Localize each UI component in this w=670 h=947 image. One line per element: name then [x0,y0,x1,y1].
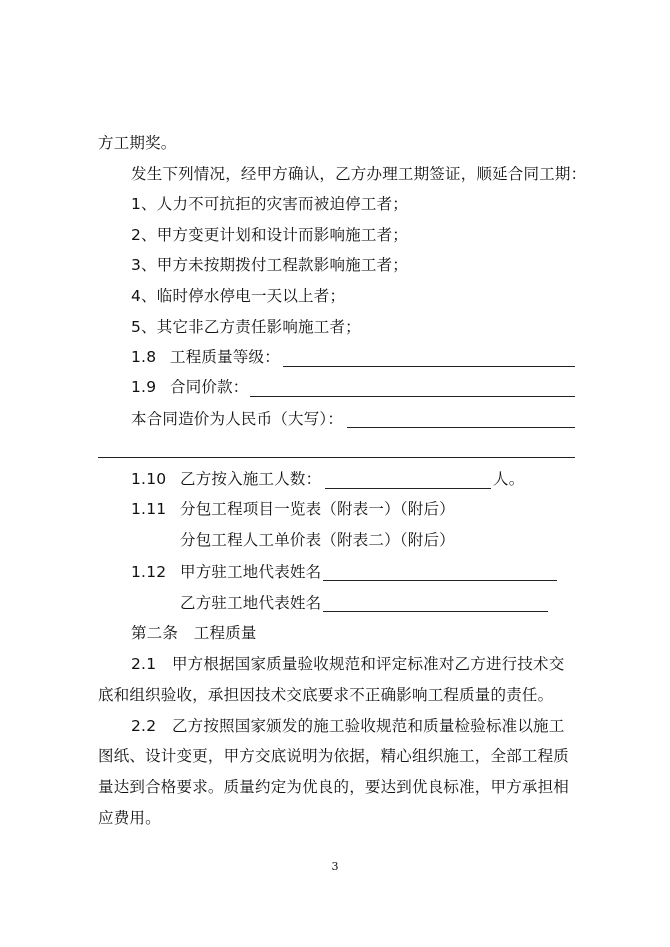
quality-grade-blank [283,366,575,367]
text-line: 2.2 乙方按照国家颁发的施工验收规范和质量检验标准以施工 [131,717,565,735]
field-label: 乙方按入施工人数： [180,470,322,488]
contract-price-blank [250,396,575,397]
price-words-blank [347,427,575,428]
text-line: 发生下列情况，经甲方确认，乙方办理工期签证，顺延合同工期： [131,165,587,183]
list-item: 1、人力不可抗拒的灾害而被迫停工者； [131,195,408,213]
clause-number: 1.11 [131,500,167,518]
text-line: 应费用。 [98,809,161,827]
list-item: 3、甲方未按期拨付工程款影响施工者； [131,256,408,274]
clause-number: 1.9 [131,378,157,396]
section-heading: 第二条 工程质量 [131,624,257,642]
field-label: 工程质量等级： [170,348,280,366]
field-label: 甲方驻工地代表姓名 [180,563,322,581]
clause-number: 1.10 [131,470,167,488]
list-item: 5、其它非乙方责任影响施工者； [131,318,361,336]
text-line: 量达到合格要求。质量约定为优良的，要达到优良标准，甲方承担相 [98,778,570,796]
party-b-rep-blank [323,611,548,612]
list-item: 2、甲方变更计划和设计而影响施工者； [131,226,408,244]
text-line: 图纸、设计变更，甲方交底说明为依据，精心组织施工，全部工程质 [98,747,570,765]
text-line: 2.1 甲方根据国家质量验收规范和评定标准对乙方进行技术交 [131,655,565,673]
text-line: 分包工程人工单价表（附表二）（附后） [180,531,455,549]
field-label: 本合同造价为人民币（大写）： [131,410,344,428]
clause-number: 1.8 [131,348,157,366]
party-a-rep-blank [323,580,557,581]
text-line: 方工期奖。 [98,134,177,152]
page-number: 3 [331,860,339,873]
price-words-blank-continued [98,457,575,458]
field-label: 合同价款： [170,378,249,396]
unit-label: 人。 [493,470,525,488]
text-line: 底和组织验收，承担因技术交底要求不正确影响工程质量的责任。 [98,686,554,704]
clause-number: 1.12 [131,563,167,581]
list-item: 4、临时停水停电一天以上者； [131,287,346,305]
workers-count-blank [325,488,491,489]
field-label: 乙方驻工地代表姓名 [180,594,322,612]
text-line: 分包工程项目一览表（附表一）（附后） [180,500,455,518]
